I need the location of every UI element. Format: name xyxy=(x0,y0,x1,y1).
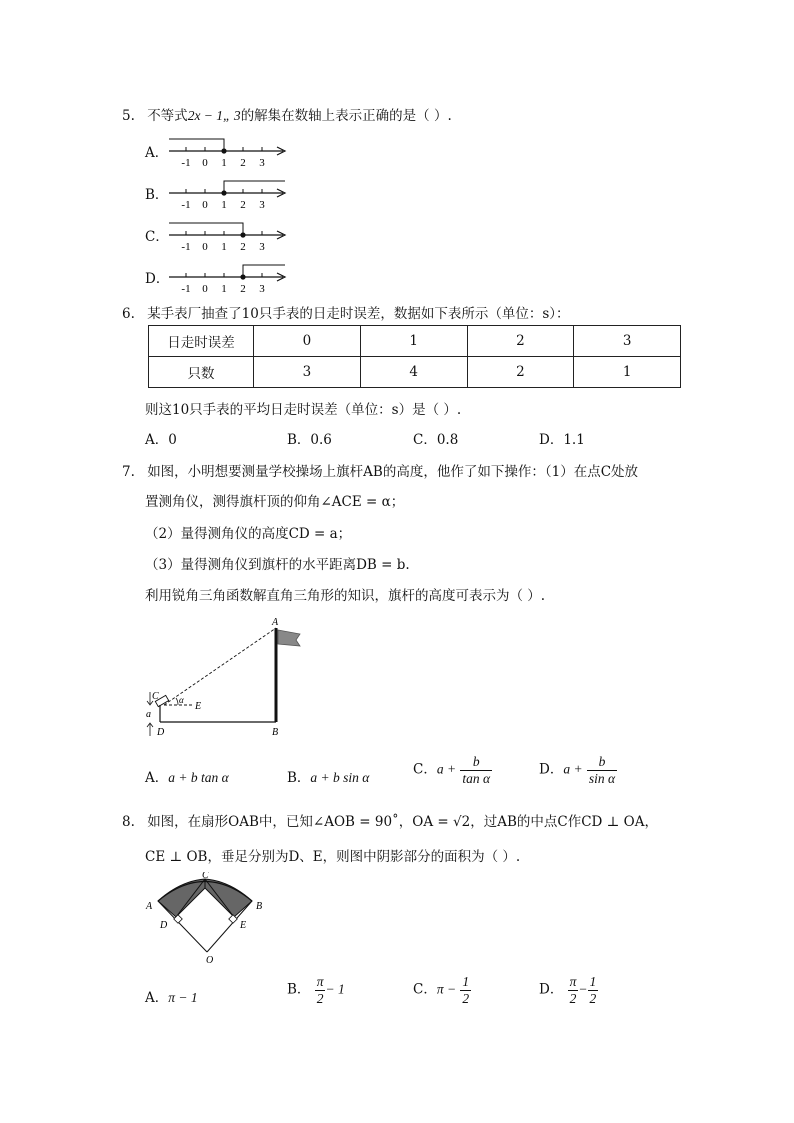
numerator: 1 xyxy=(589,974,597,989)
q6-followup: 则这10只手表的平均日走时误差（单位：s）是（ ）. xyxy=(145,402,462,418)
denominator: 2 xyxy=(589,990,597,1006)
stem-text: 如图，小明想要测量学校操场上旗杆AB的高度，他作了如下操作：（1）在点C处放 xyxy=(147,464,639,480)
tick-label: -1 xyxy=(181,241,191,253)
label-a: A xyxy=(272,617,279,628)
label-b: B xyxy=(256,901,263,912)
q6-stem xyxy=(122,302,570,322)
tick-label: 3 xyxy=(259,157,265,169)
denominator: tan α xyxy=(462,770,491,786)
q7-line4: （3）量得测角仪到旗杆的水平距离DB = b. xyxy=(145,557,410,573)
solid-point xyxy=(240,274,245,279)
table-cell: 1 xyxy=(360,326,467,357)
q6-option-a[interactable]: A．0 xyxy=(145,432,177,448)
tick-label: 1 xyxy=(221,157,227,169)
q6-option-d[interactable]: D．1.1 xyxy=(539,432,585,448)
numerator: b xyxy=(460,754,492,771)
option-expr: − 1 xyxy=(325,981,345,997)
q5-option-b[interactable]: B． xyxy=(145,187,169,203)
label-b: B xyxy=(272,727,279,738)
right-angle-mark xyxy=(229,915,237,923)
q8-option-c[interactable] xyxy=(413,974,471,1006)
label-d: D xyxy=(157,727,165,738)
stem-text: 某手表厂抽查了10只手表的日走时误差，数据如下表所示（单位：s）： xyxy=(147,306,570,322)
tick-label: 0 xyxy=(202,283,208,295)
question-number: 6. xyxy=(122,306,135,322)
q7-option-b[interactable] xyxy=(287,766,369,786)
tick-label: 2 xyxy=(240,283,246,295)
table-cell: 2 xyxy=(467,357,574,388)
label-alpha: α xyxy=(179,695,184,705)
denominator: 2 xyxy=(316,990,324,1006)
sight-line xyxy=(164,628,276,705)
option-letter: D． xyxy=(539,761,564,778)
table-cell: 3 xyxy=(574,326,681,357)
table-cell: 1 xyxy=(574,357,681,388)
q7-line2: 置测角仪，测得旗杆顶的仰角∠ACE = α； xyxy=(145,494,405,510)
q6-option-c[interactable]: C．0.8 xyxy=(413,432,459,448)
option-letter: A． xyxy=(145,990,169,1006)
number-line xyxy=(165,264,295,304)
error-table xyxy=(148,325,681,388)
table-cell: 3 xyxy=(254,357,361,388)
q6-option-b[interactable]: B．0.6 xyxy=(287,432,332,448)
flagpole-figure xyxy=(140,612,320,742)
option-expr: − xyxy=(578,981,588,997)
tick-label: 0 xyxy=(202,157,208,169)
label-o: O xyxy=(206,955,214,966)
option-expr: a + xyxy=(563,761,583,777)
q8-line2: CE ⊥ OB，垂足分别为D、E，则图中阴影部分的面积为（ ）. xyxy=(145,849,521,865)
fraction xyxy=(588,974,599,1006)
numerator: π xyxy=(316,974,324,989)
tick-label: 1 xyxy=(221,199,227,211)
solid-point xyxy=(221,148,226,153)
q7-option-a[interactable] xyxy=(145,766,229,786)
tick-label: 0 xyxy=(202,199,208,211)
number-line xyxy=(165,222,295,262)
label-e: E xyxy=(195,701,202,712)
q5-option-a[interactable]: A． xyxy=(145,145,169,161)
label-c: C xyxy=(152,691,159,702)
flag xyxy=(278,630,300,646)
numerator: π xyxy=(569,974,577,989)
numerator: b xyxy=(587,754,617,771)
solution-bracket xyxy=(224,181,285,193)
q7-option-d[interactable] xyxy=(539,754,617,786)
option-letter: A． xyxy=(145,770,169,786)
stem-text: 不等式 xyxy=(147,108,188,124)
q8-option-d[interactable] xyxy=(539,974,598,1006)
numerator: 1 xyxy=(462,974,470,989)
q5-option-d[interactable]: D． xyxy=(145,271,170,287)
table-cell: 0 xyxy=(254,326,361,357)
tick-label: 3 xyxy=(259,283,265,295)
label-c: C xyxy=(202,872,209,881)
tick-label: -1 xyxy=(181,283,191,295)
solid-point xyxy=(221,190,226,195)
table-cell: 4 xyxy=(360,357,467,388)
tick-label: -1 xyxy=(181,199,191,211)
denominator: 2 xyxy=(462,990,470,1006)
q7-line1 xyxy=(122,460,638,480)
fraction xyxy=(587,754,617,786)
table-row xyxy=(149,326,681,357)
table-cell: 只数 xyxy=(149,357,254,388)
option-expr: π − 1 xyxy=(168,990,198,1005)
table-cell: 日走时误差 xyxy=(149,326,254,357)
option-expr: a + b tan α xyxy=(168,770,229,785)
label-d: D xyxy=(160,920,168,931)
question-number: 7. xyxy=(122,464,135,480)
number-line xyxy=(165,180,295,220)
fraction xyxy=(460,974,471,1006)
denominator: sin α xyxy=(588,770,616,786)
stem-text: 如图，在扇形OAB中，已知∠AOB = 90˚，OA = √2，过AB的中点C作CD ⊥ OA， xyxy=(147,814,658,830)
tick-label: 1 xyxy=(221,283,227,295)
label-height-a: a xyxy=(146,709,151,720)
option-letter: C． xyxy=(413,761,437,778)
option-expr: a + xyxy=(436,761,457,777)
solid-point xyxy=(240,232,245,237)
q7-option-c[interactable] xyxy=(413,754,492,786)
option-letter: D． xyxy=(539,981,564,998)
denominator: 2 xyxy=(569,990,577,1006)
q8-line1 xyxy=(122,810,658,830)
sector-figure xyxy=(140,872,280,967)
tick-label: 1 xyxy=(221,241,227,253)
table-cell: 2 xyxy=(467,326,574,357)
tick-label: 2 xyxy=(240,199,246,211)
option-letter: C． xyxy=(413,981,437,998)
option-letter: B． xyxy=(287,770,311,786)
angle-arc xyxy=(176,698,178,705)
label-e: E xyxy=(240,920,247,931)
solution-bracket xyxy=(169,223,243,235)
q5-option-c[interactable]: C． xyxy=(145,229,169,245)
option-letter: B． xyxy=(287,981,311,998)
number-line xyxy=(165,138,295,178)
fraction xyxy=(315,974,326,1006)
q8-option-a[interactable] xyxy=(145,986,198,1006)
q5-stem xyxy=(122,104,452,124)
q7-line3: （2）量得测角仪的高度CD = a； xyxy=(145,526,352,542)
option-expr: a + b sin α xyxy=(310,770,370,785)
question-number: 5. xyxy=(122,108,135,124)
shaded-region-left xyxy=(158,879,205,917)
fraction xyxy=(568,974,579,1006)
q8-option-b[interactable] xyxy=(287,974,345,1006)
tick-label: 3 xyxy=(259,199,265,211)
stem-text: 的解集在数轴上表示正确的是（ ）. xyxy=(240,108,452,124)
fraction xyxy=(460,754,492,786)
label-a: A xyxy=(146,901,153,912)
shaded-region-right xyxy=(205,879,252,917)
tick-label: -1 xyxy=(181,157,191,169)
option-expr: π − xyxy=(436,981,457,997)
tick-label: 2 xyxy=(240,157,246,169)
tick-label: 2 xyxy=(240,241,246,253)
inequality: 2x − 1„ 3 xyxy=(187,108,241,123)
table-row xyxy=(149,357,681,388)
question-number: 8. xyxy=(122,814,135,830)
tick-label: 3 xyxy=(259,241,265,253)
tick-label: 0 xyxy=(202,241,208,253)
solution-bracket xyxy=(243,265,285,277)
q7-line5: 利用锐角三角函数解直角三角形的知识，旗杆的高度可表示为（ ）. xyxy=(145,588,546,604)
solution-bracket xyxy=(169,139,224,151)
